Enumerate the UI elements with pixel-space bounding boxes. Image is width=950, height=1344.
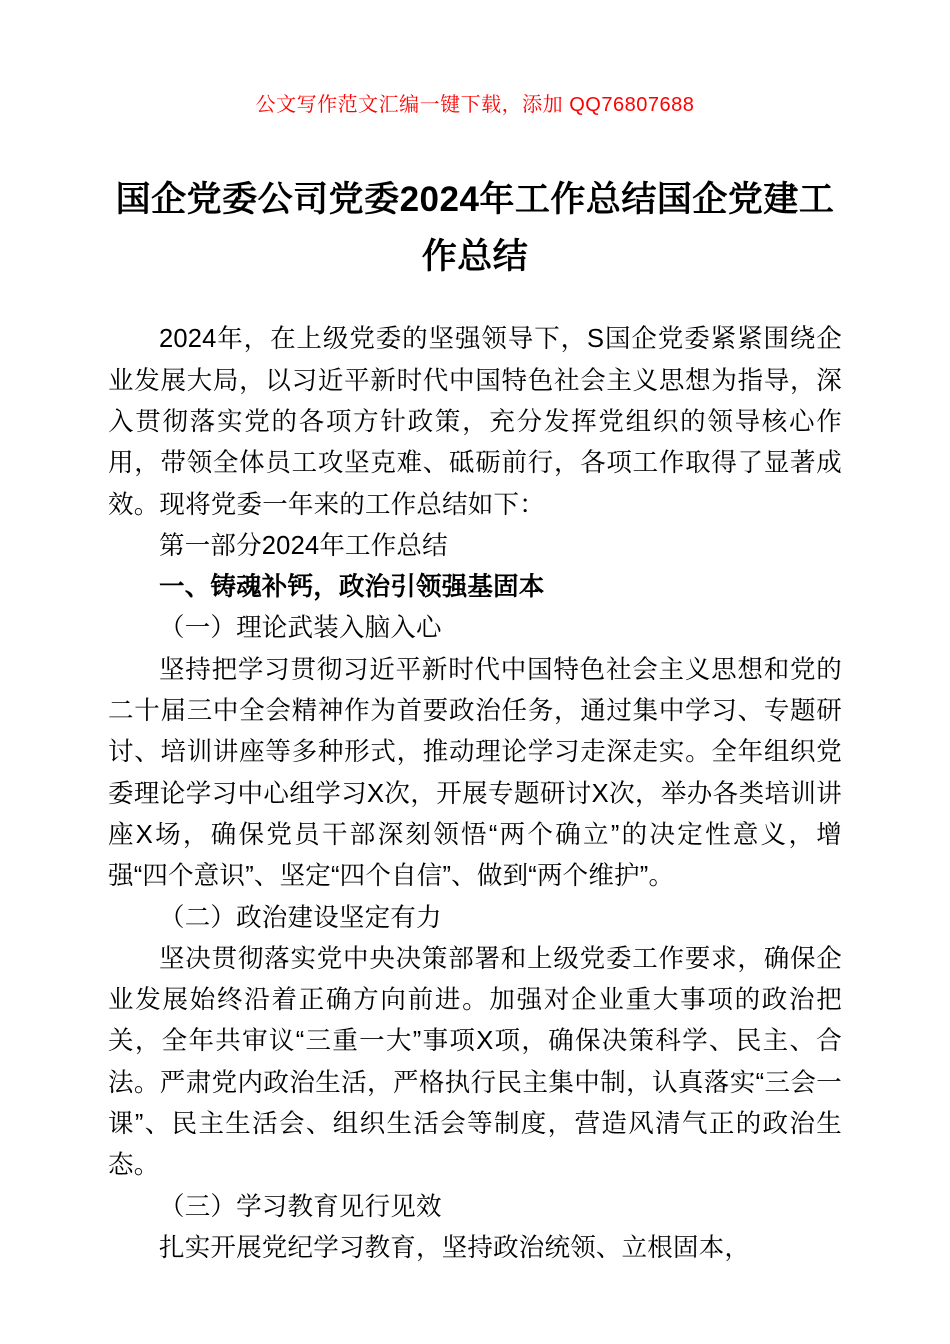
watermark-text: 公文写作范文汇编一键下载，添加 QQ76807688	[255, 94, 695, 116]
page-title: 国企党委公司党委2024年工作总结国企党建工作总结	[115, 180, 835, 276]
paragraph-1-2: 坚决贯彻落实党中央决策部署和上级党委工作要求，确保企业发展始终沿着正确方向前进。加强对企业重大事项的政治把关，全年共审议“三重一大”事项X项，确保决策科学、民主、合法。严肃党内政治生活，严格执行民主集中制，认真落实“三会一课”、民主生活会、组织生活会等制度，营造风清气正的政治生态。	[108, 944, 842, 1180]
heading-sub-1-3: （三）学习教育见行见效	[159, 1192, 442, 1221]
heading-sub-1-2: （二）政治建设坚定有力	[159, 903, 442, 932]
heading-section-1: 一、铸魂补钙，政治引领强基固本	[159, 573, 545, 602]
paragraph-part-one: 第一部分2024年工作总结	[159, 531, 448, 560]
paragraph-intro: 2024年，在上级党委的坚强领导下，S国企党委紧紧围绕企业发展大局，以习近平新时代中国特色社会主义思想为指导，深入贯彻落实党的各项方针政策，充分发挥党组织的领导核心作用，带领全体员工攻坚克难、砥砺前行，各项工作取得了显著成效。现将党委一年来的工作总结如下：	[108, 325, 842, 519]
paragraph-1-1: 坚持把学习贯彻习近平新时代中国特色社会主义思想和党的二十届三中全会精神作为首要政治任务，通过集中学习、专题研讨、培训讲座等多种形式，推动理论学习走深走实。全年组织党委理论学习中心组学习X次，开展专题研讨X次，举办各类培训讲座X场，确保党员干部深刻领悟“两个确立”的决定性意义，增强“四个意识”、坚定“四个自信”、做到“两个维护”。	[108, 655, 842, 891]
document-body	[108, 319, 842, 1269]
heading-sub-1-1: （一）理论武装入脑入心	[159, 614, 442, 643]
paragraph-1-3: 扎实开展党纪学习教育，坚持政治统领、立根固本，	[159, 1233, 751, 1262]
